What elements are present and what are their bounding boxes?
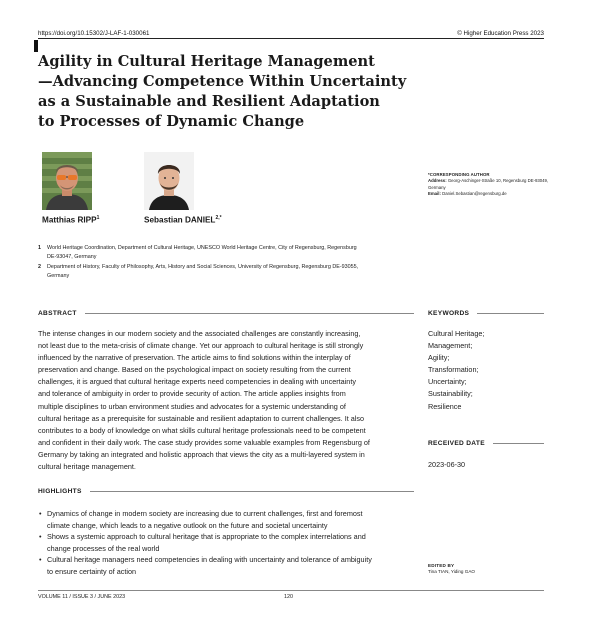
bullet-icon: •: [39, 532, 42, 542]
author-photo: [42, 152, 92, 210]
keyword-item: Transformation;: [428, 365, 479, 375]
keywords-list: [428, 328, 484, 413]
author-name: Matthias RIPP$^1$: [42, 215, 100, 225]
keywords-heading: KEYWORDS: [428, 310, 544, 317]
editor-names: Tina TIAN, Yiding GAO: [428, 569, 475, 575]
keyword-item: Cultural Heritage;: [428, 329, 485, 338]
bullet-icon: •: [39, 509, 42, 518]
corresponding-author: [428, 172, 552, 198]
footer-rule: [38, 590, 544, 591]
page-number: 120: [284, 594, 293, 600]
abstract-text: The intense changes in our modern society and the associated challenges are constantly increasing, not least due to the meta-crisis of climate change. Yet our approach to cultural heritage is still strongly influenced by the narrative of preservation. The article aims to find solutions within the interplay of preservation and change. Based on the psychological impact on society resulting from the current challenges, it is argued that cultural heritage experts need competencies in dealing with uncertainty and tolerance of ambiguity in order to provide security of action. The article applies insights from multiple disciplines to urban environment studies and advocates for a systemic understanding of cultural heritage as a prerequisite for sustainable and resilient adaptation to current challenges. It also contributes to a body of knowledge on what skills cultural heritage professionals need to be competent and confident in their daily work. The case study provides some valuable examples from Regensburg of Germany by taking an integrated and holistic approach that views the city as a multi-layered system in cultural heritage management.: [38, 329, 370, 472]
keyword-item: Agility;: [428, 353, 450, 363]
title-line: as a Sustainable and Resilient Adaptation: [38, 93, 380, 110]
author-photo: [144, 152, 194, 210]
email-link[interactable]: Daniel.Sebastian@regensburg.de: [442, 191, 507, 197]
highlight-item: • Dynamics of change in modern society are increasing due to current challenges, first and foremost climate change, which leads to a negative outlook on the future and societal uncertainty: [39, 509, 363, 530]
keyword-item: Uncertainty;: [428, 377, 467, 387]
running-header: [38, 30, 544, 42]
affiliations: [38, 244, 408, 282]
corner-mark: [34, 40, 38, 52]
copyright-notice: © Higher Education Press 2023: [457, 30, 544, 37]
corresponding-email: Email: Daniel.Sebastian@regensburg.de: [428, 191, 507, 197]
title-line: —Advancing Competence Within Uncertainty: [38, 73, 407, 90]
keyword-item: Resilience: [428, 401, 462, 411]
highlight-item: • Shows a systemic approach to cultural heritage that is appropriate to the complex interrelations and change processes of the real world: [39, 532, 366, 553]
received-heading: RECEIVED DATE: [428, 440, 544, 447]
corresponding-address: Address: Georg-Aschinger-Straße 10, Regensburg DE-93049, Germany: [428, 178, 549, 190]
keyword-item: Sustainability;: [428, 389, 473, 399]
edited-heading: EDITED BY: [428, 563, 455, 568]
title-line: Agility in Cultural Heritage Management: [38, 53, 375, 70]
abstract-heading: ABSTRACT: [38, 310, 414, 317]
edited-by: [428, 563, 475, 576]
doi-link[interactable]: https://doi.org/10.15302/J-LAF-1-030061: [38, 30, 150, 37]
author-name: Sebastian $DANIEL^{2,*}$: [144, 215, 222, 225]
page-footer: [38, 594, 544, 604]
title-line: to Processes of Dynamic Change: [38, 113, 305, 130]
author-matthias-ripp: [42, 152, 99, 225]
affiliation-item: 1 World Heritage Coordination, Department of Cultural Heritage, UNESCO World Heritage Centre, City of Regensburg, Regensburg DE-93047, Germany: [38, 245, 357, 261]
received-date: 2023-06-30: [428, 460, 466, 469]
article-title: [38, 52, 418, 132]
volume-info: VOLUME 11 / ISSUE 3 / JUNE 2023: [38, 594, 126, 600]
highlight-item: • Cultural heritage managers need competencies in dealing with uncertainty and tolerance of ambiguity to ensure certainty of action: [39, 555, 372, 576]
affiliation-item: 2 Department of History, Faculty of Philosophy, Arts, History and Social Sciences, University of Regensburg, Regensburg DE-93055, Germany: [38, 263, 359, 280]
author-sebastian-daniel: [144, 152, 222, 225]
highlights-list: [38, 508, 418, 578]
header-rule: [38, 38, 544, 39]
keyword-item: Management;: [428, 341, 473, 351]
bullet-icon: •: [39, 555, 42, 565]
corresponding-heading: *CORRESPONDING AUTHOR: [428, 172, 490, 177]
highlights-heading: HIGHLIGHTS: [38, 488, 414, 495]
